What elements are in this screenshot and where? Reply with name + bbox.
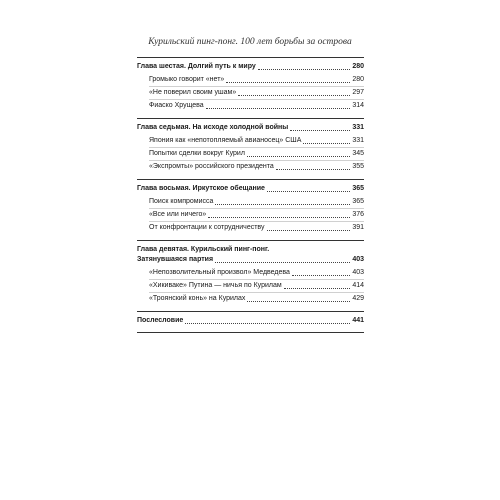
dot-leader	[238, 95, 350, 96]
dot-leader	[284, 288, 351, 289]
dot-leader	[208, 217, 350, 218]
running-head: Курильский пинг-понг. 100 лет борьбы за острова	[148, 37, 352, 47]
dot-leader	[215, 262, 350, 263]
dot-leader	[276, 169, 350, 170]
chapter-page: 441	[352, 317, 364, 324]
section-entry	[149, 74, 364, 86]
section-entry	[149, 292, 364, 305]
section-list	[137, 74, 364, 112]
section-title: Фиаско Хрущева	[149, 102, 204, 109]
chapter-title: Послесловие	[137, 317, 184, 324]
dot-leader	[247, 301, 350, 302]
section-title: От конфронтации к сотрудничеству	[149, 224, 265, 231]
chapter-title: Глава шестая. Долгий путь к миру	[137, 63, 256, 70]
dot-leader	[267, 191, 350, 192]
section-page: 376	[352, 211, 364, 218]
chapter-title: Глава седьмая. На исходе холодной войны	[137, 124, 289, 131]
dot-leader	[290, 130, 350, 131]
section-title: Попытки сделки вокруг Курил	[149, 150, 245, 157]
section-entry	[149, 267, 364, 279]
chapter-page: 331	[352, 124, 364, 131]
section-page: 280	[352, 76, 364, 83]
section-title: Япония как «непотопляемый авианосец» США	[149, 137, 302, 144]
section-page: 314	[352, 102, 364, 109]
chapter-heading	[137, 316, 364, 326]
chapter-9	[137, 241, 364, 312]
chapter-heading	[137, 123, 364, 133]
dot-leader	[292, 275, 350, 276]
section-title: «Непозволительный произвол» Медведева	[149, 269, 290, 276]
afterword	[137, 312, 364, 333]
section-title: «Все или ничего»	[149, 211, 207, 218]
section-list	[137, 196, 364, 234]
dot-leader	[247, 156, 350, 157]
dot-leader	[303, 143, 350, 144]
section-page: 345	[352, 150, 364, 157]
section-entry	[149, 208, 364, 221]
section-entry	[149, 279, 364, 292]
section-entry	[149, 160, 364, 173]
chapter-heading	[137, 255, 364, 265]
dot-leader	[185, 323, 350, 324]
chapter-title: Глава восьмая. Иркутское обещание	[137, 185, 265, 192]
section-list	[137, 267, 364, 305]
section-title: «Не поверил своим ушам»	[149, 89, 237, 96]
section-page: 414	[352, 282, 364, 289]
section-title: «Троянский конь» на Курилах	[149, 295, 246, 302]
dot-leader	[258, 69, 351, 70]
chapter-page: 280	[352, 63, 364, 70]
chapter-page: 403	[352, 256, 364, 263]
dot-leader	[267, 230, 351, 231]
section-entry	[149, 99, 364, 112]
section-entry	[149, 135, 364, 147]
chapter-page: 365	[352, 185, 364, 192]
section-title: «Экспромты» российского президента	[149, 163, 274, 170]
section-list	[137, 135, 364, 173]
chapter-6	[137, 57, 364, 119]
chapter-7	[137, 119, 364, 180]
dot-leader	[226, 82, 350, 83]
section-entry	[149, 86, 364, 99]
section-page: 391	[352, 224, 364, 231]
dot-leader	[215, 204, 350, 205]
chapter-heading	[137, 184, 364, 194]
chapter-title-line1: Глава девятая. Курильский пинг-понг.	[137, 246, 270, 253]
chapter-8	[137, 180, 364, 241]
chapter-title: Затянувшаяся партия	[137, 256, 214, 263]
chapter-heading	[137, 62, 364, 72]
section-entry	[149, 147, 364, 160]
table-of-contents	[137, 57, 364, 333]
section-title: Поиск компромисса	[149, 198, 214, 205]
section-entry	[149, 196, 364, 208]
section-title: «Хикиваке» Путина — ничья по Курилам	[149, 282, 282, 289]
section-title: Громыко говорит «нет»	[149, 76, 225, 83]
section-entry	[149, 221, 364, 234]
section-page: 365	[352, 198, 364, 205]
section-page: 355	[352, 163, 364, 170]
section-page: 297	[352, 89, 364, 96]
dot-leader	[206, 108, 351, 109]
section-page: 403	[352, 269, 364, 276]
section-page: 429	[352, 295, 364, 302]
section-page: 331	[352, 137, 364, 144]
